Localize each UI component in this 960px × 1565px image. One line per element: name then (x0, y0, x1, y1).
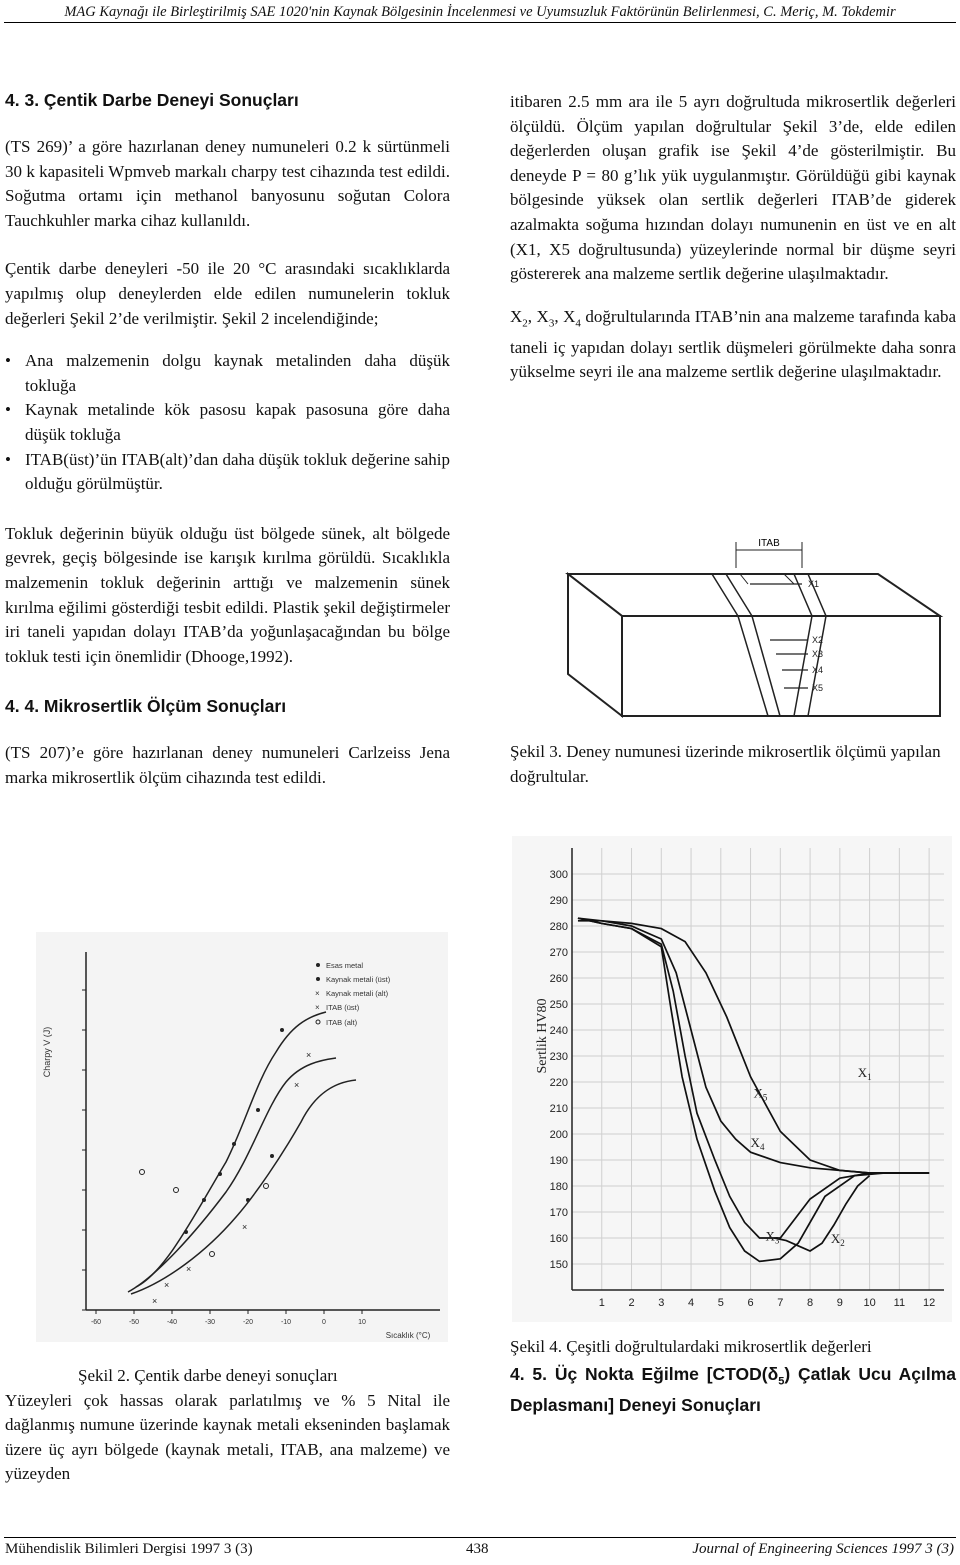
footer-rule (4, 1537, 956, 1538)
direction-label-x4: X4 (812, 665, 824, 675)
legend-entry: ITAB (alt) (326, 1018, 358, 1027)
x-tick-label: 7 (777, 1297, 784, 1309)
chart-xlabel: Sıcaklık (°C) (385, 1331, 431, 1340)
y-tick-label: 210 (549, 1103, 568, 1115)
x-tick-label: 0 (322, 1319, 326, 1326)
bullet-item: • Kaynak metalinde kök pasosu kapak pasosuna göre daha düşük tokluğa (5, 400, 450, 444)
x-tick-label: 12 (922, 1297, 936, 1309)
paragraph-microhardness-setup: (TS 207)’e göre hazırlanan deney numuneleri Carlzeiss Jena marka mikrosertlik ölçüm cihazında test edildi. (5, 743, 450, 787)
legend-entry: Kaynak metali (üst) (326, 975, 391, 984)
y-tick-label: 300 (549, 869, 568, 881)
svg-text:×: × (306, 1050, 312, 1060)
x-tick-label: 8 (807, 1297, 814, 1309)
y-tick-label: 170 (549, 1207, 568, 1219)
chart-ylabel: Charpy V (J) (42, 1026, 52, 1078)
section-heading-4-5: 4. 5. Üç Nokta Eğilme [$CTOD(\delta_5)$ Çatlak Ucu Açılma Deplasmanı] Deneyi Sonuçları (510, 1363, 956, 1416)
section-heading-4-3: 4. 3. Çentik Darbe Deneyi Sonuçları (5, 90, 299, 110)
x-tick-label: 10 (863, 1297, 876, 1309)
x-tick-label: 6 (747, 1297, 754, 1309)
bullet-icon: • (5, 351, 11, 371)
figure-4-hardness-chart (512, 836, 952, 1322)
x-tick-label: 2 (628, 1297, 635, 1309)
svg-text:×: × (186, 1264, 192, 1274)
series-label: $X_4$ (750, 1135, 765, 1152)
y-tick-label: 260 (549, 973, 568, 985)
bullet-item: • Ana malzemenin dolgu kaynak metalinden daha düşük tokluğa (5, 351, 450, 395)
running-header: MAG Kaynağı ile Birleştirilmiş SAE 1020'nin Kaynak Bölgesinin İncelenmesi ve Uyumsuzluk Faktörünün Belirlenmesi, C. Meriç, M. Tokdemir (64, 4, 896, 20)
left-column-top (5, 88, 450, 790)
bullet-item: • ITAB(üst)’ün ITAB(alt)’dan daha düşük tokluk değerine sahip olduğu görülmüştür. (5, 449, 450, 494)
figure-4-caption: Şekil 4. Çeşitli doğrultulardaki mikrosertlik değerleri (510, 1337, 872, 1356)
y-tick-label: 280 (549, 921, 568, 933)
x-tick-label: -20 (242, 1319, 254, 1326)
right-column-top (510, 90, 956, 385)
direction-label-x5: X5 (812, 683, 824, 693)
figure-3-caption: Şekil 3. Deney numunesi üzerinde mikrosertlik ölçümü yapılan doğrultular. (510, 742, 941, 786)
x-tick-label: 4 (687, 1297, 695, 1309)
chart-ylabel: Sertlik HV80 (535, 998, 550, 1074)
svg-text:×: × (242, 1222, 248, 1232)
itab-label: ITAB (758, 538, 780, 549)
y-tick-label: 290 (549, 895, 568, 907)
series-label: $X_2$ (830, 1231, 845, 1249)
paragraph-sample-prep: Yüzeyleri çok hassas olarak parlatılmış ve % 5 Nital ile dağlanmış numune üzerinde kaynak metali ekseninden başlamak üzere üç ayrı bölgede (kaynak metali, ITAB, ana malzeme) ve yüzeyden (5, 1390, 450, 1484)
section-heading-4-4: 4. 4. Mikrosertlik Ölçüm Sonuçları (5, 696, 287, 717)
left-column-bottom (5, 1364, 450, 1487)
series-label: $X_5$ (753, 1085, 768, 1103)
bullet-list (5, 349, 450, 497)
x-tick-label: -50 (128, 1319, 140, 1326)
footer-page-number: 438 (466, 1541, 489, 1557)
svg-text:×: × (315, 989, 320, 998)
y-tick-label: 250 (549, 999, 568, 1011)
y-tick-label: 230 (549, 1051, 568, 1063)
x-tick-label: 5 (717, 1297, 724, 1309)
paragraph-microhardness-method: itibaren 2.5 mm ara ile 5 ayrı doğrultuda mikrosertlik değerleri ölçüldü. Ölçüm yapılan doğrultular Şekil 3’de, elde edilen değerlerden oluşan grafik ise Şekil 4’de gösterilmiştir. Bu deneyde P = 80 g’lık yük uygulanmıştır. Görüldüğü gibi kaynak bölgesinde yüksek olan sertlik değerleri ITAB’de giderek azalmakta soğuma hızından dolayı numunenin en üst ve en alt (X1, X5 doğrultusunda) yüzeylerinde normal bir düşme seyri göstererek ana malzeme sertlik değerine ulaşılmaktadır. (510, 92, 956, 284)
x-tick-label: 3 (658, 1297, 665, 1309)
x-tick-label: 9 (836, 1297, 843, 1309)
footer-journal-en: Journal of Engineering Sciences 1997 3 (3) (692, 1541, 954, 1557)
svg-text:×: × (152, 1296, 158, 1306)
figure-2-charpy-chart (36, 932, 448, 1342)
y-tick-label: 160 (549, 1233, 568, 1245)
paragraph-charpy-results: Çentik darbe deneyleri -50 ile 20 °C arasındaki sıcaklıklarda yapılmış olup deneylerden elde edilen numunelerin tokluk değerleri Şekil 2’de verilmiştir. Şekil 2 incelendiğinde; (5, 259, 450, 328)
x-tick-label: -60 (90, 1319, 102, 1326)
x-tick-label: 1 (598, 1297, 605, 1309)
x-tick-label: -40 (166, 1319, 178, 1326)
legend-entry: Esas metal (326, 961, 364, 970)
figure-3-specimen-drawing (512, 528, 952, 728)
y-tick-label: 270 (549, 947, 568, 959)
svg-text:×: × (294, 1080, 300, 1090)
footer-journal-tr: Mühendislik Bilimleri Dergisi 1997 3 (3) (5, 1541, 253, 1557)
y-tick-label: 220 (549, 1077, 568, 1089)
y-tick-label: 190 (549, 1155, 568, 1167)
x-tick-label: 10 (358, 1319, 366, 1326)
bullet-icon: • (5, 400, 11, 420)
direction-label-x1: X1 (808, 579, 820, 589)
direction-label-x2: X2 (812, 635, 824, 645)
legend-entry: ITAB (üst) (326, 1003, 360, 1012)
series-label: $X_3$ (765, 1228, 780, 1246)
y-tick-label: 180 (549, 1181, 568, 1193)
series-label: $X_1$ (857, 1064, 872, 1082)
paragraph-charpy-setup: (TS 269)’ a göre hazırlanan deney numuneleri 0.2 k sürtünmeli 30 k kapasiteli Wpmveb markalı charpy test cihazında test edildi. Soğutma ortamı için methanol banyosunu soğutan Colora Tauchkuhler marka cihaz kullanıldı. (5, 137, 450, 230)
x-tick-label: -10 (280, 1319, 292, 1326)
svg-text:×: × (164, 1280, 170, 1290)
bullet-icon: • (5, 449, 11, 469)
y-tick-label: 240 (549, 1025, 568, 1037)
svg-text:×: × (315, 1003, 320, 1012)
x-tick-label: -30 (204, 1319, 216, 1326)
figure-2-caption: Şekil 2. Çentik darbe deneyi sonuçları (78, 1366, 338, 1385)
paragraph-itab-directions: $X_2$, $X_3$, $X_4$ doğrultularında ITAB’nin ana malzeme tarafında kaba taneli iç yapıdan dolayı sertlik düşmeleri görülmekte daha sonra yükselme seyri ile ana malzeme sertlik değerine ulaşılmaktadır. (510, 306, 956, 382)
y-tick-label: 150 (549, 1259, 568, 1271)
y-tick-label: 200 (549, 1129, 568, 1141)
x-tick-label: 11 (893, 1297, 906, 1309)
legend-entry: Kaynak metali (alt) (326, 989, 389, 998)
direction-label-x3: X3 (812, 649, 824, 659)
header-rule (4, 22, 956, 23)
right-column-bottom (510, 1335, 956, 1417)
paragraph-fracture: Tokluk değerinin büyük olduğu üst bölgede sünek, alt bölgede gevrek, geçiş bölgesinde ise karışık kırılma görüldü. Sıcaklıkla malzemenin tokluk değerinin arttığı ve malzemenin sünek kırılma eğilimi gösterdiği tesbit edildi. Plastik şekil değiştirmeler iri taneli yapıdan dolayı ITAB’da yoğunlaşacağından bu bölge tokluk testi için önemlidir (Dhooge,1992). (5, 523, 450, 666)
